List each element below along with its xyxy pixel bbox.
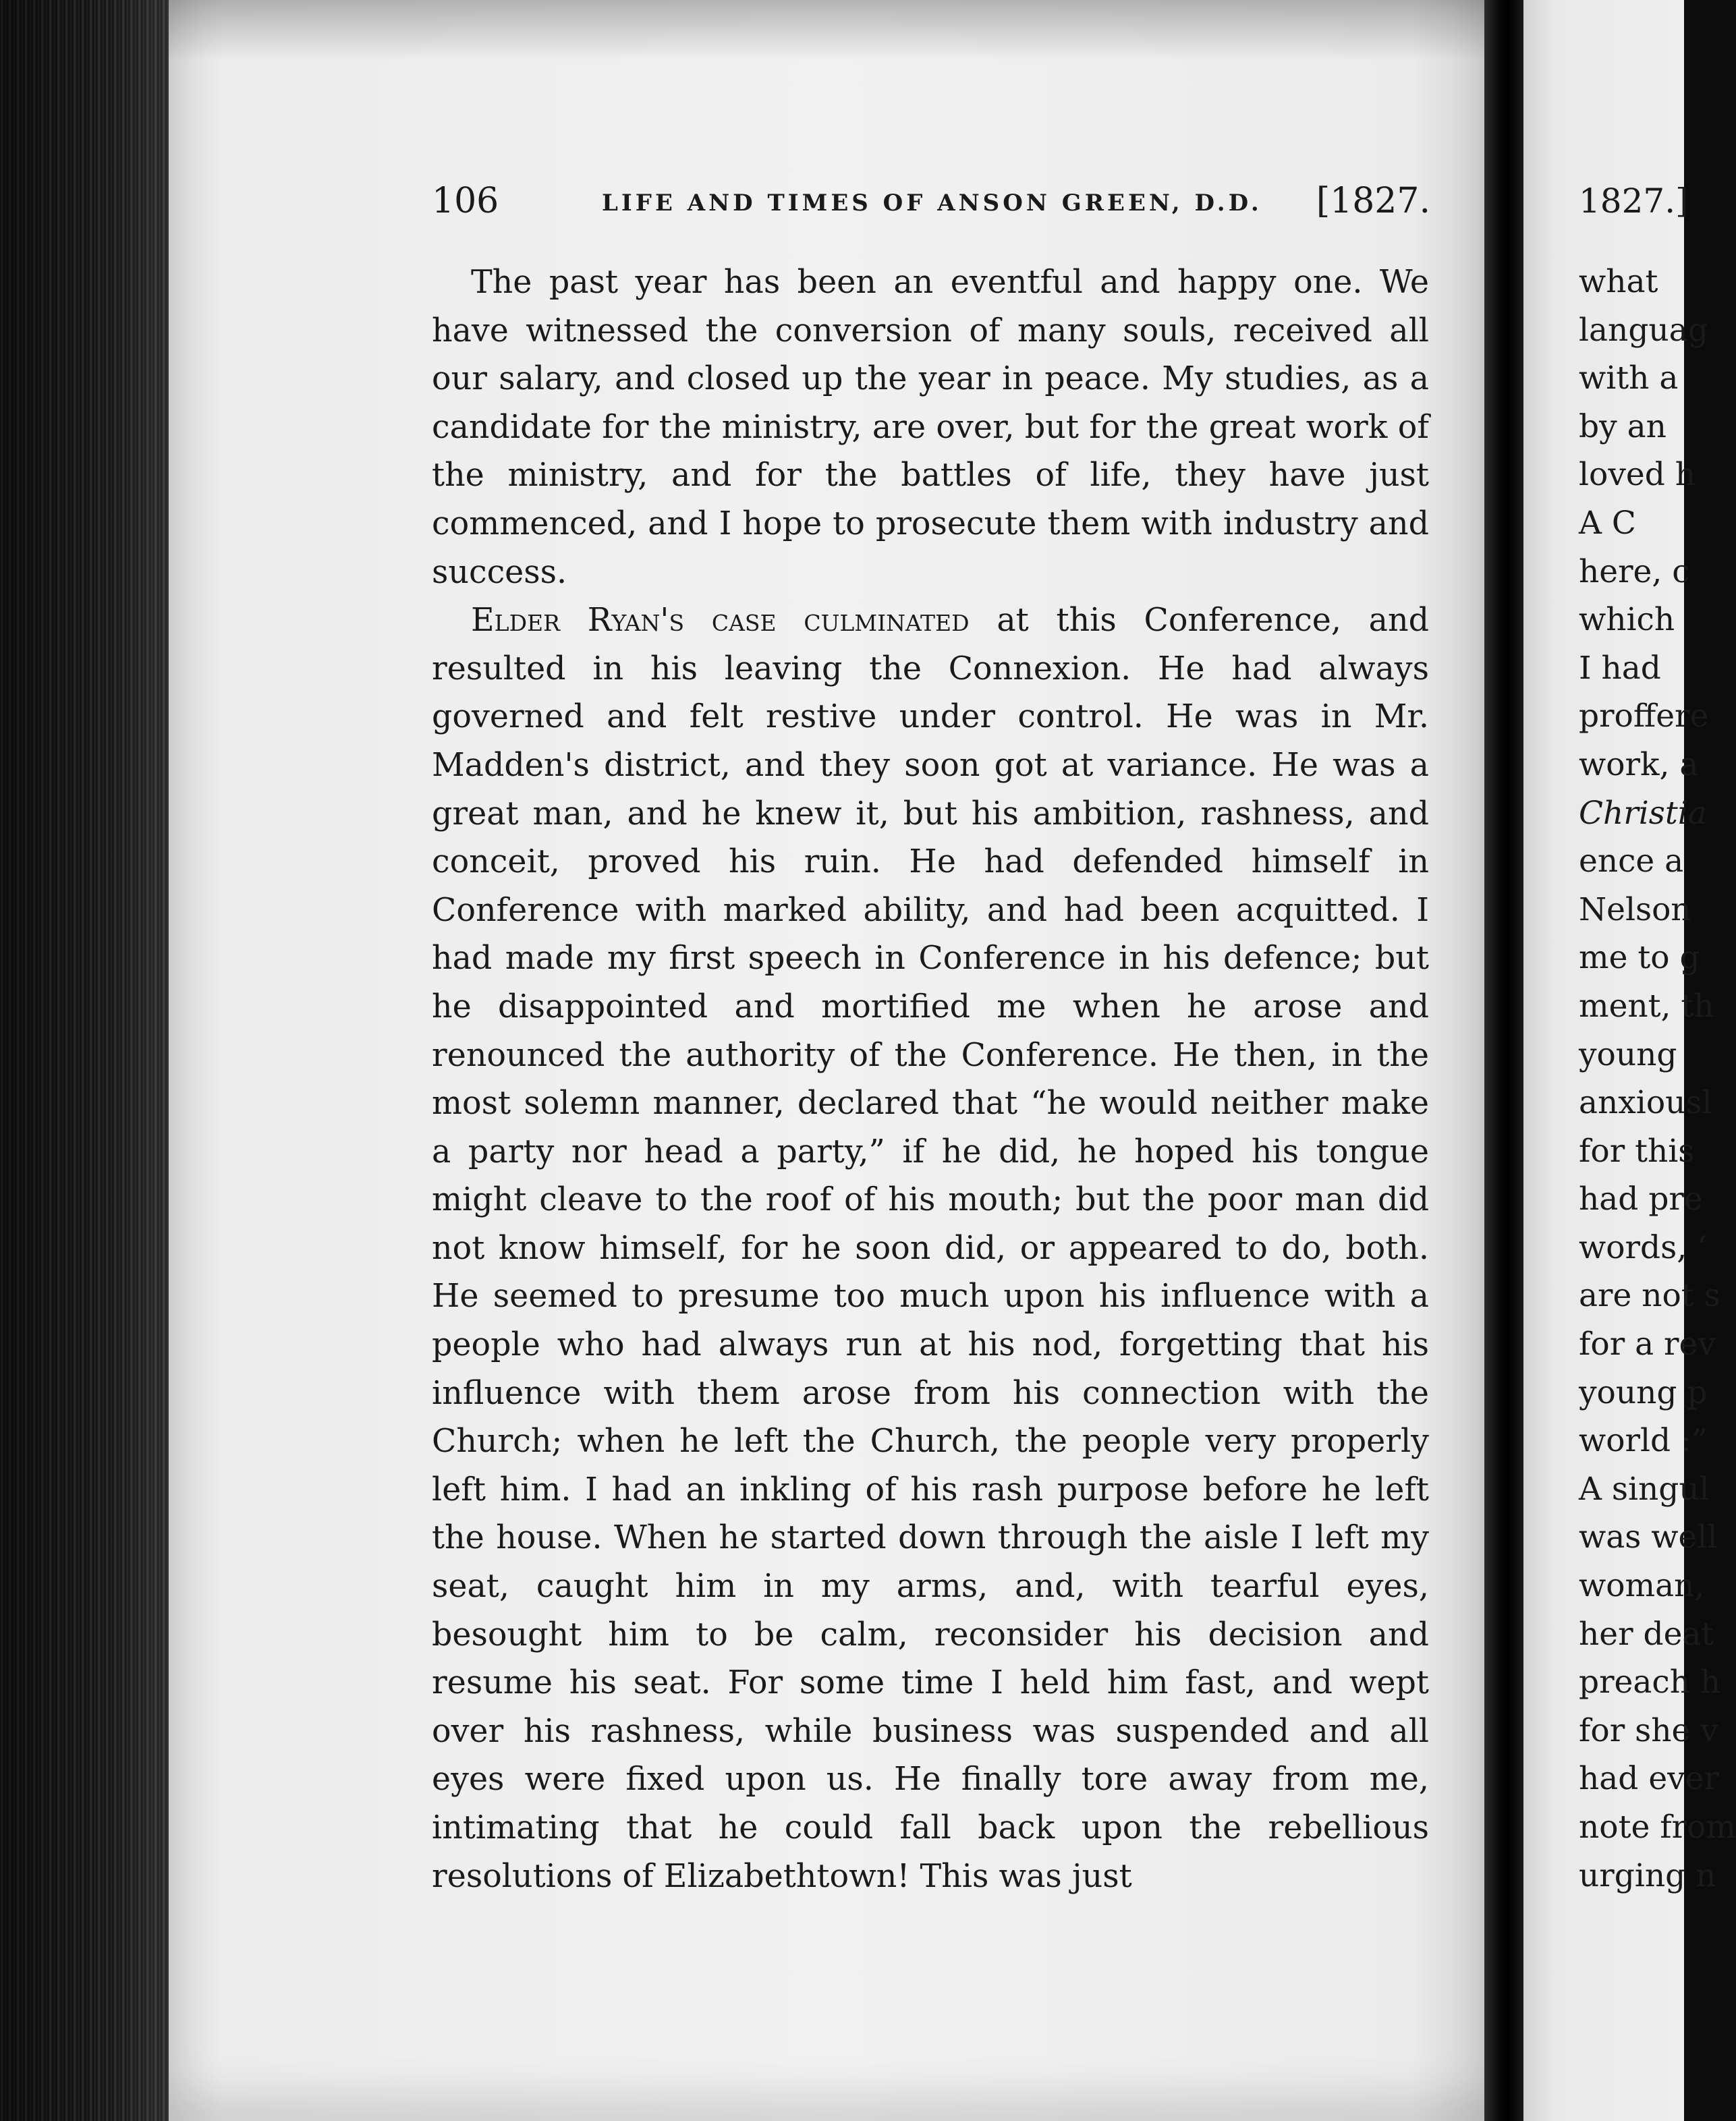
left-page-top-shadow <box>169 0 1491 61</box>
page-number: 106 <box>432 181 499 221</box>
right-page-line: young <box>1579 1036 1677 1073</box>
running-head <box>432 177 1430 231</box>
right-page-line: which <box>1579 601 1675 639</box>
right-page-line: preach h <box>1579 1664 1721 1701</box>
right-page-line: had pre <box>1579 1181 1703 1218</box>
right-page-line: A singul <box>1579 1470 1710 1508</box>
right-page-line: are not s <box>1579 1277 1720 1315</box>
right-page-line: languag <box>1579 311 1708 349</box>
right-page-line: woman, <box>1579 1567 1705 1605</box>
paragraph-2-heading: Elder Ryan's case culminated <box>471 602 970 640</box>
right-page-line: had ever <box>1579 1760 1719 1798</box>
running-head-year: [1827. <box>1316 181 1430 221</box>
right-page-line: by an <box>1579 407 1667 445</box>
right-page-line: words, ‘ <box>1579 1228 1708 1266</box>
right-page-line: her deat <box>1579 1615 1714 1653</box>
right-page-line: for a rev <box>1579 1326 1716 1363</box>
right-page-line: ment, th <box>1579 987 1714 1025</box>
page-gutter <box>1484 0 1525 2121</box>
right-page-line: urging n <box>1579 1857 1716 1894</box>
running-head-title: LIFE AND TIMES OF ANSON GREEN, D.D. <box>602 190 1262 217</box>
right-page-line: was well <box>1579 1519 1718 1556</box>
right-page-line: here, c <box>1579 553 1690 590</box>
right-page-line: young p <box>1579 1374 1708 1411</box>
right-page-lines <box>1579 258 1736 1900</box>
paragraph-1: The past year has been an eventful and happy one. We have witnessed the conversion of many souls, received all our salary, and closed up the year in peace. My studies, as a candidate for the ministry, are over, but for the great work of the ministry, and for the battles of life, they have just commenced, and I hope to prosecute them with industry and success. <box>432 264 1429 591</box>
right-page-line: Christia <box>1579 794 1707 832</box>
right-page-text-fragment <box>1579 177 1736 1900</box>
right-page-year: 1827.] <box>1579 181 1689 221</box>
right-page-line: for this <box>1579 1132 1695 1170</box>
right-page-line: with a <box>1579 360 1679 397</box>
right-page-line: Nelson <box>1579 890 1691 928</box>
right-page-line: note from <box>1579 1809 1736 1846</box>
right-page-line: anxiousl <box>1579 1084 1712 1122</box>
right-page-line: work, a <box>1579 745 1699 783</box>
right-page-line: A C <box>1579 504 1636 542</box>
paragraph-2 <box>432 596 1429 1900</box>
right-page-line: world :” <box>1579 1422 1708 1460</box>
right-page-line: ence a <box>1579 843 1684 880</box>
right-page-line: loved h <box>1579 456 1696 494</box>
left-page-body <box>432 258 1429 1900</box>
right-page-line: what <box>1579 263 1658 300</box>
right-page-line: me to g <box>1579 939 1700 977</box>
right-page-line: proffere <box>1579 698 1709 735</box>
paragraph-2-body: at this Conference, and resulted in his leaving the Connexion. He had always governed and felt restive under control. He was in Mr. Madden's district, and they soon got at variance. He was a great man, and he knew it, but his ambition, rashness, and conceit, proved his ruin. He had defended himself in Conference with marked ability, and had been acquitted. I had made my first speech in Conference in his defence; but he disappointed and mortified me when he arose and renounced the authority of the Conference. He then, in the most solemn manner, declared that “he would neither make a party nor head a party,” if he did, he hoped his tongue might cleave to the roof of his mouth; but the poor man did not know himself, for he soon did, or appeared to do, both. He seemed to presume too much upon his influence with a people who had always run at his nod, forgetting that his influence with them arose from his connection with the Church; when he left the Church, the people very properly left him. I had an inkling of his rash purpose before he left the house. When he started down through the aisle I left my seat, caught him in my arms, and, with tearful eyes, besought him to be calm, reconsider his decision and resume his seat. For some time I held him fast, and wept over his rashness, while business was suspended and all eyes were fixed upon us. He finally tore away from me, intimating that he could fall back upon the rebellious resolutions of Elizabethtown! This was just <box>432 602 1429 1895</box>
right-page-line: I had <box>1579 649 1661 687</box>
right-page-line: for she v <box>1579 1712 1718 1749</box>
